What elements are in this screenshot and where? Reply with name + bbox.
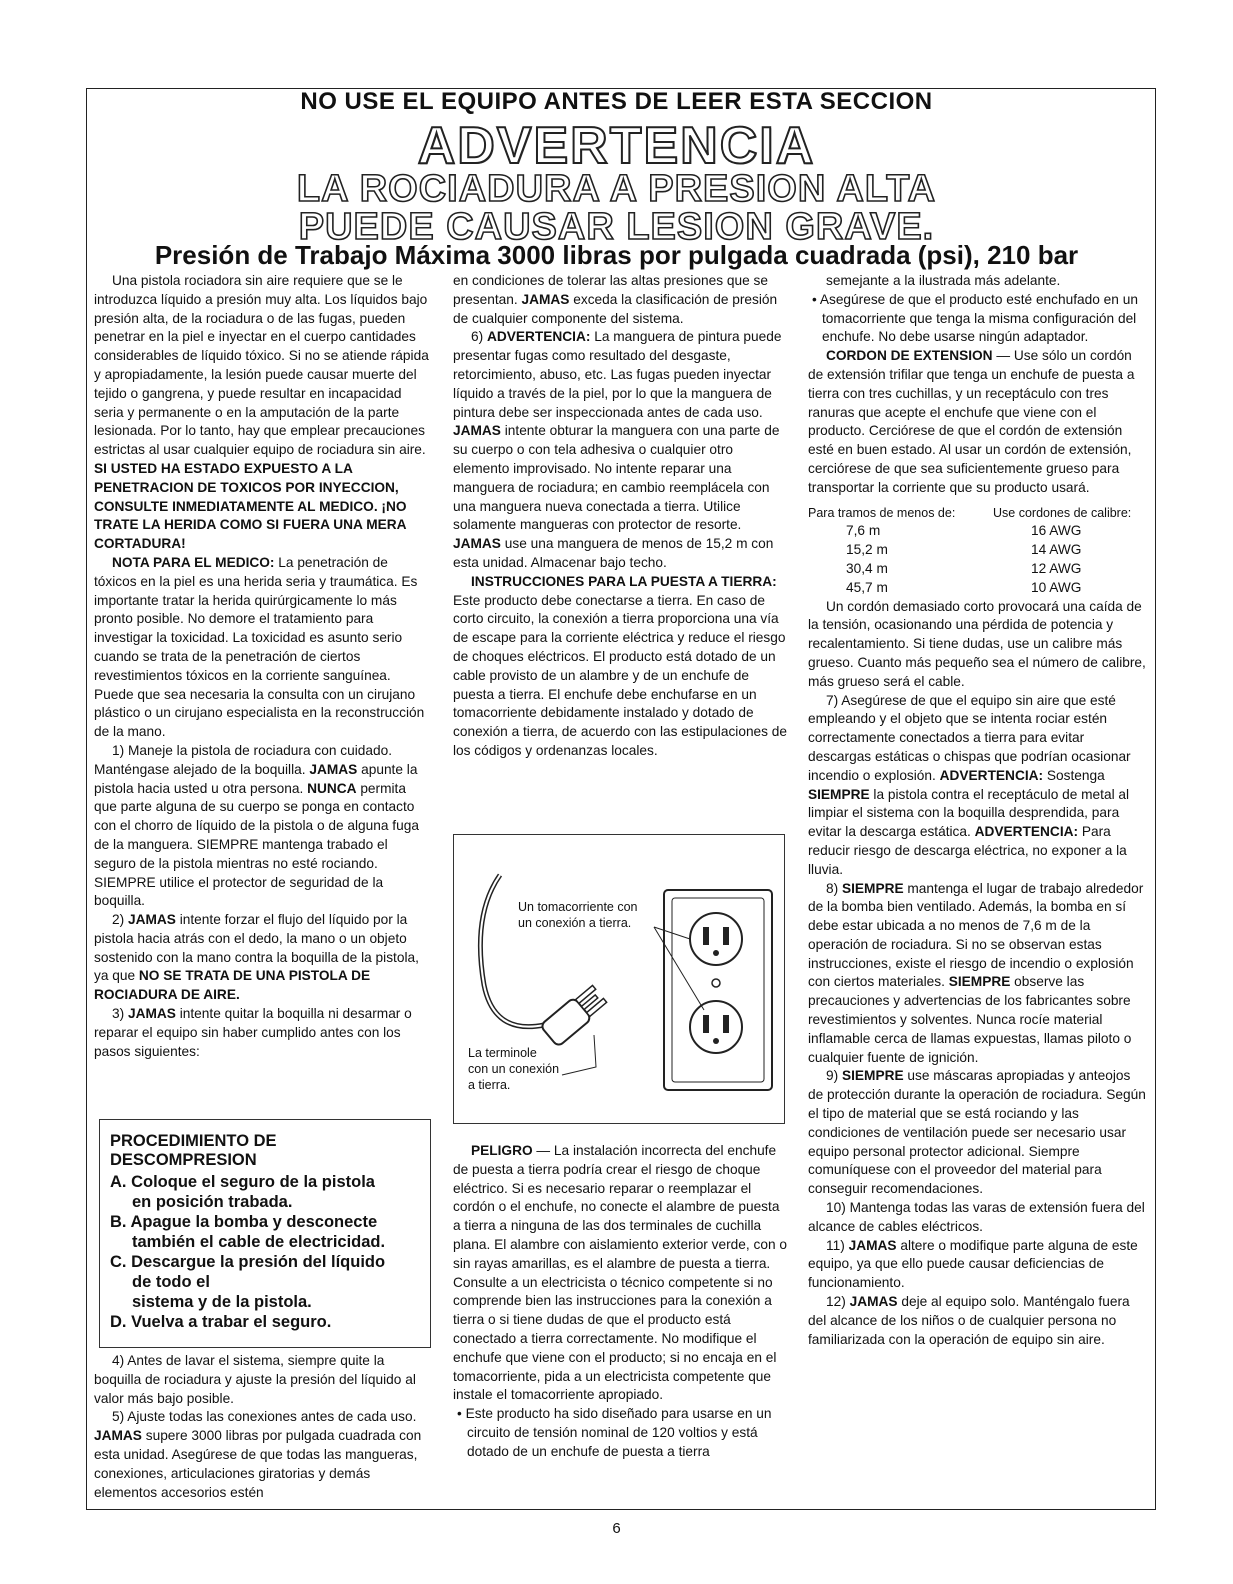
procedure-box <box>99 1119 431 1348</box>
gauge-awg: 10 AWG <box>1031 579 1082 595</box>
paragraph-intro: Una pistola rociadora sin aire requiere que se le introduzca líquido a presión muy alta. Los líquidos bajo presión alta, de la rociadura o de las fugas, pueden penetrar en la piel e inyectar en el cuerpo cantidades considerables de líquido tóxico. Si no se atiende rápida y apropiadamente, la lesión puede causar muerte del tejido o gangrena, y puede resultar en incapacidad seria y permanente o en la amputación de la parte lesionada. Por lo tanto, hay que emplear precauciones estrictas al usar cualquier equipo de rociadura sin aire. SI USTED HA ESTADO EXPUESTO A LA PENETRACION DE TOXICOS POR INYECCION, CONSULTE INMEDIATAMENTE AL MEDICO. ¡NO TRATE LA HERIDA COMO SI FUERA UNA MERA CORTADURA! <box>94 273 429 552</box>
gauge-length: 45,7 m <box>846 579 888 595</box>
column-3 <box>808 272 1148 1349</box>
gauge-table <box>808 522 1148 597</box>
gauge-awg: 12 AWG <box>1031 560 1082 576</box>
paragraph-extension: CORDON DE EXTENSION — Use sólo un cordón de extensión trifilar que tenga un enchufe de puesta a tierra con tres cuchillas, y un receptáculo con tres ranuras que acepte el enchufe que viene con el producto. Cerciórese de que el cordón de extensión esté en buen estado. Al usar un cordón de extensión, cerciórese de que sea suficientemente grueso para transportar la corriente que su producto usará. <box>808 348 1135 495</box>
receptacle-bottom <box>690 1001 742 1053</box>
header-notice: NO USE EL EQUIPO ANTES DE LEER ESTA SECCION <box>300 88 933 115</box>
paragraph-item-12: 12) JAMAS deje al equipo solo. Manténgalo fuera del alcance de los niños o de cualquier persona no familiarizada con la operación de equipo sin aire. <box>808 1294 1130 1347</box>
gauge-awg: 14 AWG <box>1031 542 1082 558</box>
paragraph-danger: PELIGRO — La instalación incorrecta del enchufe de puesta a tierra podría crear el riesgo de choque eléctrico. Si es necesario reparar o reemplazar el cordón o el enchufe, no conecte el alambre de puesta a tierra a ninguna de las dos terminales de cuchilla plana. El alambre con aislamiento exterior verde, con o sin rayas amarillas, es el alambre de puesta a tierra. Consulte a un electricista o técnico competente si no comprende bien las instrucciones para la conexión a tierra o si tiene dudas de que el producto está conectado a tierra correctamente. No modifique el enchufe que viene con el producto; si no encaja en el tomacorriente, pida a un electricista competente que instale el tomacorriente apropiado. <box>453 1143 788 1403</box>
header-warning: ADVERTENCIA <box>417 117 816 175</box>
gauge-table-header: Para tramos de menos de: Use cordones de calibre: <box>808 505 1132 520</box>
paragraph-item-10: 10) Mantenga todas las varas de extensión fuera del alcance de cables eléctricos. <box>808 1200 1145 1234</box>
procedure-title: PROCEDIMIENTO DE DESCOMPRESION <box>110 1132 277 1169</box>
paragraph-item-6: 6) ADVERTENCIA: La manguera de pintura puede presentar fugas como resultado del desgaste, retorcimiento, abuso, etc. Las fugas pueden inyectar líquido a través de la piel, por lo que la manguera de pintura debe ser inspeccionada antes de cada uso. JAMAS intente obturar la manguera con una parte de su cuerpo o con tela adhesiva o cualquier otro elemento improvisado. No intente reparar una manguera de rociadura; en cambio reemplácela con una manguera nueva conectada a tierra. Utilice solamente mangueras con protector de resorte. JAMAS use una manguera de menos de 15,2 m con esta unidad. Almacenar bajo techo. <box>453 329 782 570</box>
procedure-step-c: C. Descargue la presión del líquido de todo el sistema y de la pistola. <box>110 1253 386 1311</box>
plug-label: La terminole con un conexión a tierra. <box>468 1046 560 1092</box>
paragraph-item-3: 3) JAMAS intente quitar la boquilla ni desarmar o reparar el equipo sin haber cumplido antes con los pasos siguientes: <box>94 1006 412 1059</box>
paragraph-item-2: 2) JAMAS intente forzar el flujo del líquido por la pistola hacia atrás con el dedo, la mano o un objeto sostenido con la mano contra la boquilla de la pistola, ya que NO SE TRATA DE UNA PISTOLA DE ROCIADURA DE AIRE. <box>94 912 419 1003</box>
page-number: 6 <box>612 1520 621 1537</box>
grounding-figure <box>453 834 785 1124</box>
paragraph-item-5: 5) Ajuste todas las conexiones antes de cada uso. JAMAS supere 3000 libras por pulgada cuadrada con esta unidad. Asegúrese de que todas las mangueras, conexiones, articulaciones giratorias y demás elementos accesorios estén <box>94 1409 422 1500</box>
paragraph-item-4: 4) Antes de lavar el sistema, siempre quite la boquilla de rociadura y ajuste la presión del líquido al valor más bajo posible. <box>94 1353 416 1406</box>
paragraph-grounding: INSTRUCCIONES PARA LA PUESTA A TIERRA: Este producto debe conectarse a tierra. En caso de corto circuito, la conexión a tierra proporciona una vía de escape para la corriente eléctrica y reduce el riesgo de choques eléctricos. El producto está dotado de un cable provisto de un alambre y de un enchufe de puesta a tierra. El enchufe debe enchufarse en un tomacorriente debidamente instalado y dotado de conexión a tierra, de acuerdo con las estipulaciones de los códigos y ordenanzas locales. <box>453 573 788 758</box>
receptacle-top <box>690 913 742 965</box>
paragraph-cont: semejante a la ilustrada más adelante. <box>826 273 1061 288</box>
column-2 <box>453 272 789 761</box>
outlet-label: Un tomacorriente con un conexión a tierra. <box>518 900 638 930</box>
paragraph-item-7: 7) Asegúrese de que el equipo sin aire que esté empleando y el objeto que se intenta rociar estén correctamente conectados a tierra para evitar descargas estáticas o chispas que podrían ocasionar incendio o explosión. ADVERTENCIA: Sostenga SIEMPRE la pistola contra el receptáculo de metal al limpiar el sistema con la boquilla desprendida, para evitar la descarga estática. ADVERTENCIA: Para reducir riesgo de descarga eléctrica, no exponer a la lluvia. <box>808 692 1131 877</box>
header-line3: LA ROCIADURA A PRESION ALTA <box>296 168 937 210</box>
plug <box>540 983 609 1047</box>
gauge-awg: 16 AWG <box>1031 523 1082 539</box>
column-1-lower <box>94 1352 430 1502</box>
paragraph-item-1: 1) Maneje la pistola de rociadura con cuidado. Manténgase alejado de la boquilla. JAMAS apunte la pistola hacia usted u otra persona. NUNCA permita que parte alguna de su cuerpo se ponga en contacto con el chorro de líquido de la pistola o de alguna fuga de la manguera. SIEMPRE mantenga trabado el seguro de la pistola mientras no esté rociando. SIEMPRE utilice el protector de seguridad de la boquilla. <box>94 742 419 909</box>
procedure-step-a: A. Coloque el seguro de la pistola en posición trabada. <box>110 1173 375 1211</box>
header-pressure: Presión de Trabajo Máxima 3000 libras por pulgada cuadrada (psi), 210 bar <box>154 240 1079 270</box>
gauge-length: 7,6 m <box>846 523 881 539</box>
procedure-step-b: B. Apague la bomba y desconecte también el cable de electricidad. <box>110 1213 386 1251</box>
gauge-row <box>808 541 1148 560</box>
paragraph-short-cord: Un cordón demasiado corto provocará una caída de la tensión, ocasionando una pérdida de potencia y recalentamiento. Si tiene dudas, use un calibre más grueso. Cuanto más pequeño sea el número de calibre, más grueso será el cable. <box>808 598 1146 689</box>
paragraph-bullet-adapter: • Asegúrese de que el producto esté enchufado en un tomacorriente que tenga la misma configuración del enchufe. No debe usarse ningún adaptador. <box>808 291 1148 347</box>
paragraph-item-11: 11) JAMAS altere o modifique parte alguna de este equipo, ya que ello puede causar deficiencias de funcionamiento. <box>808 1237 1138 1291</box>
gauge-length: 30,4 m <box>846 560 888 576</box>
column-2-lower <box>453 1142 789 1462</box>
gauge-row <box>808 579 1148 598</box>
procedure-step-d: D. Vuelva a trabar el seguro. <box>110 1313 332 1331</box>
header-line4: PUEDE CAUSAR LESION GRAVE. <box>298 206 935 248</box>
paragraph-bullet-120v: • Este producto ha sido diseñado para usarse en un circuito de tensión nominal de 120 voltios y está dotado de un enchufe de puesta a tierra <box>453 1405 789 1461</box>
paragraph-medic-note: NOTA PARA EL MEDICO: La penetración de tóxicos en la piel es una herida seria y traumática. Es importante tratar la herida quirúrgicamente lo más pronto posible. No demore el tratamiento para investigar la toxicidad. La toxicidad es asunto serio cuando se trata de la penetración de ciertos revestimientos tóxicos en la corriente sanguínea. Puede que sea necesaria la consulta con un cirujano plástico o un cirujano especialista en la reconstrucción de la mano. <box>94 554 425 740</box>
gauge-row <box>808 522 1148 541</box>
paragraph-item-8: 8) SIEMPRE mantenga el lugar de trabajo alrededor de la bomba bien ventilado. Además, la bomba en sí debe estar ubicada a no menos de 7,6 m de la operación de rociadura. Si no se observan estas instrucciones, existe el riesgo de incendio o explosión con ciertos materiales. SIEMPRE observe las precauciones y advertencias de los fabricantes sobre revestimientos y solventes. Nunca rocíe material inflamable cerca de llamas expuestas, llamas piloto o cualquier fuente de ignición. <box>808 880 1144 1065</box>
paragraph-continued: en condiciones de tolerar las altas presiones que se presentan. JAMAS exceda la clasificación de presión de cualquier componente del sistema. <box>453 273 778 326</box>
paragraph-item-9: 9) SIEMPRE use máscaras apropiadas y anteojos de protección durante la operación de rociadura. Según el tipo de material que se está rociando y las condiciones de ventilación puede ser necesario usar equipo personal protector adicional. Siempre comuníquese con el proveedor del material para conseguir recomendaciones. <box>808 1068 1146 1197</box>
gauge-row <box>808 560 1148 579</box>
gauge-length: 15,2 m <box>846 542 888 558</box>
column-1 <box>94 272 430 1061</box>
